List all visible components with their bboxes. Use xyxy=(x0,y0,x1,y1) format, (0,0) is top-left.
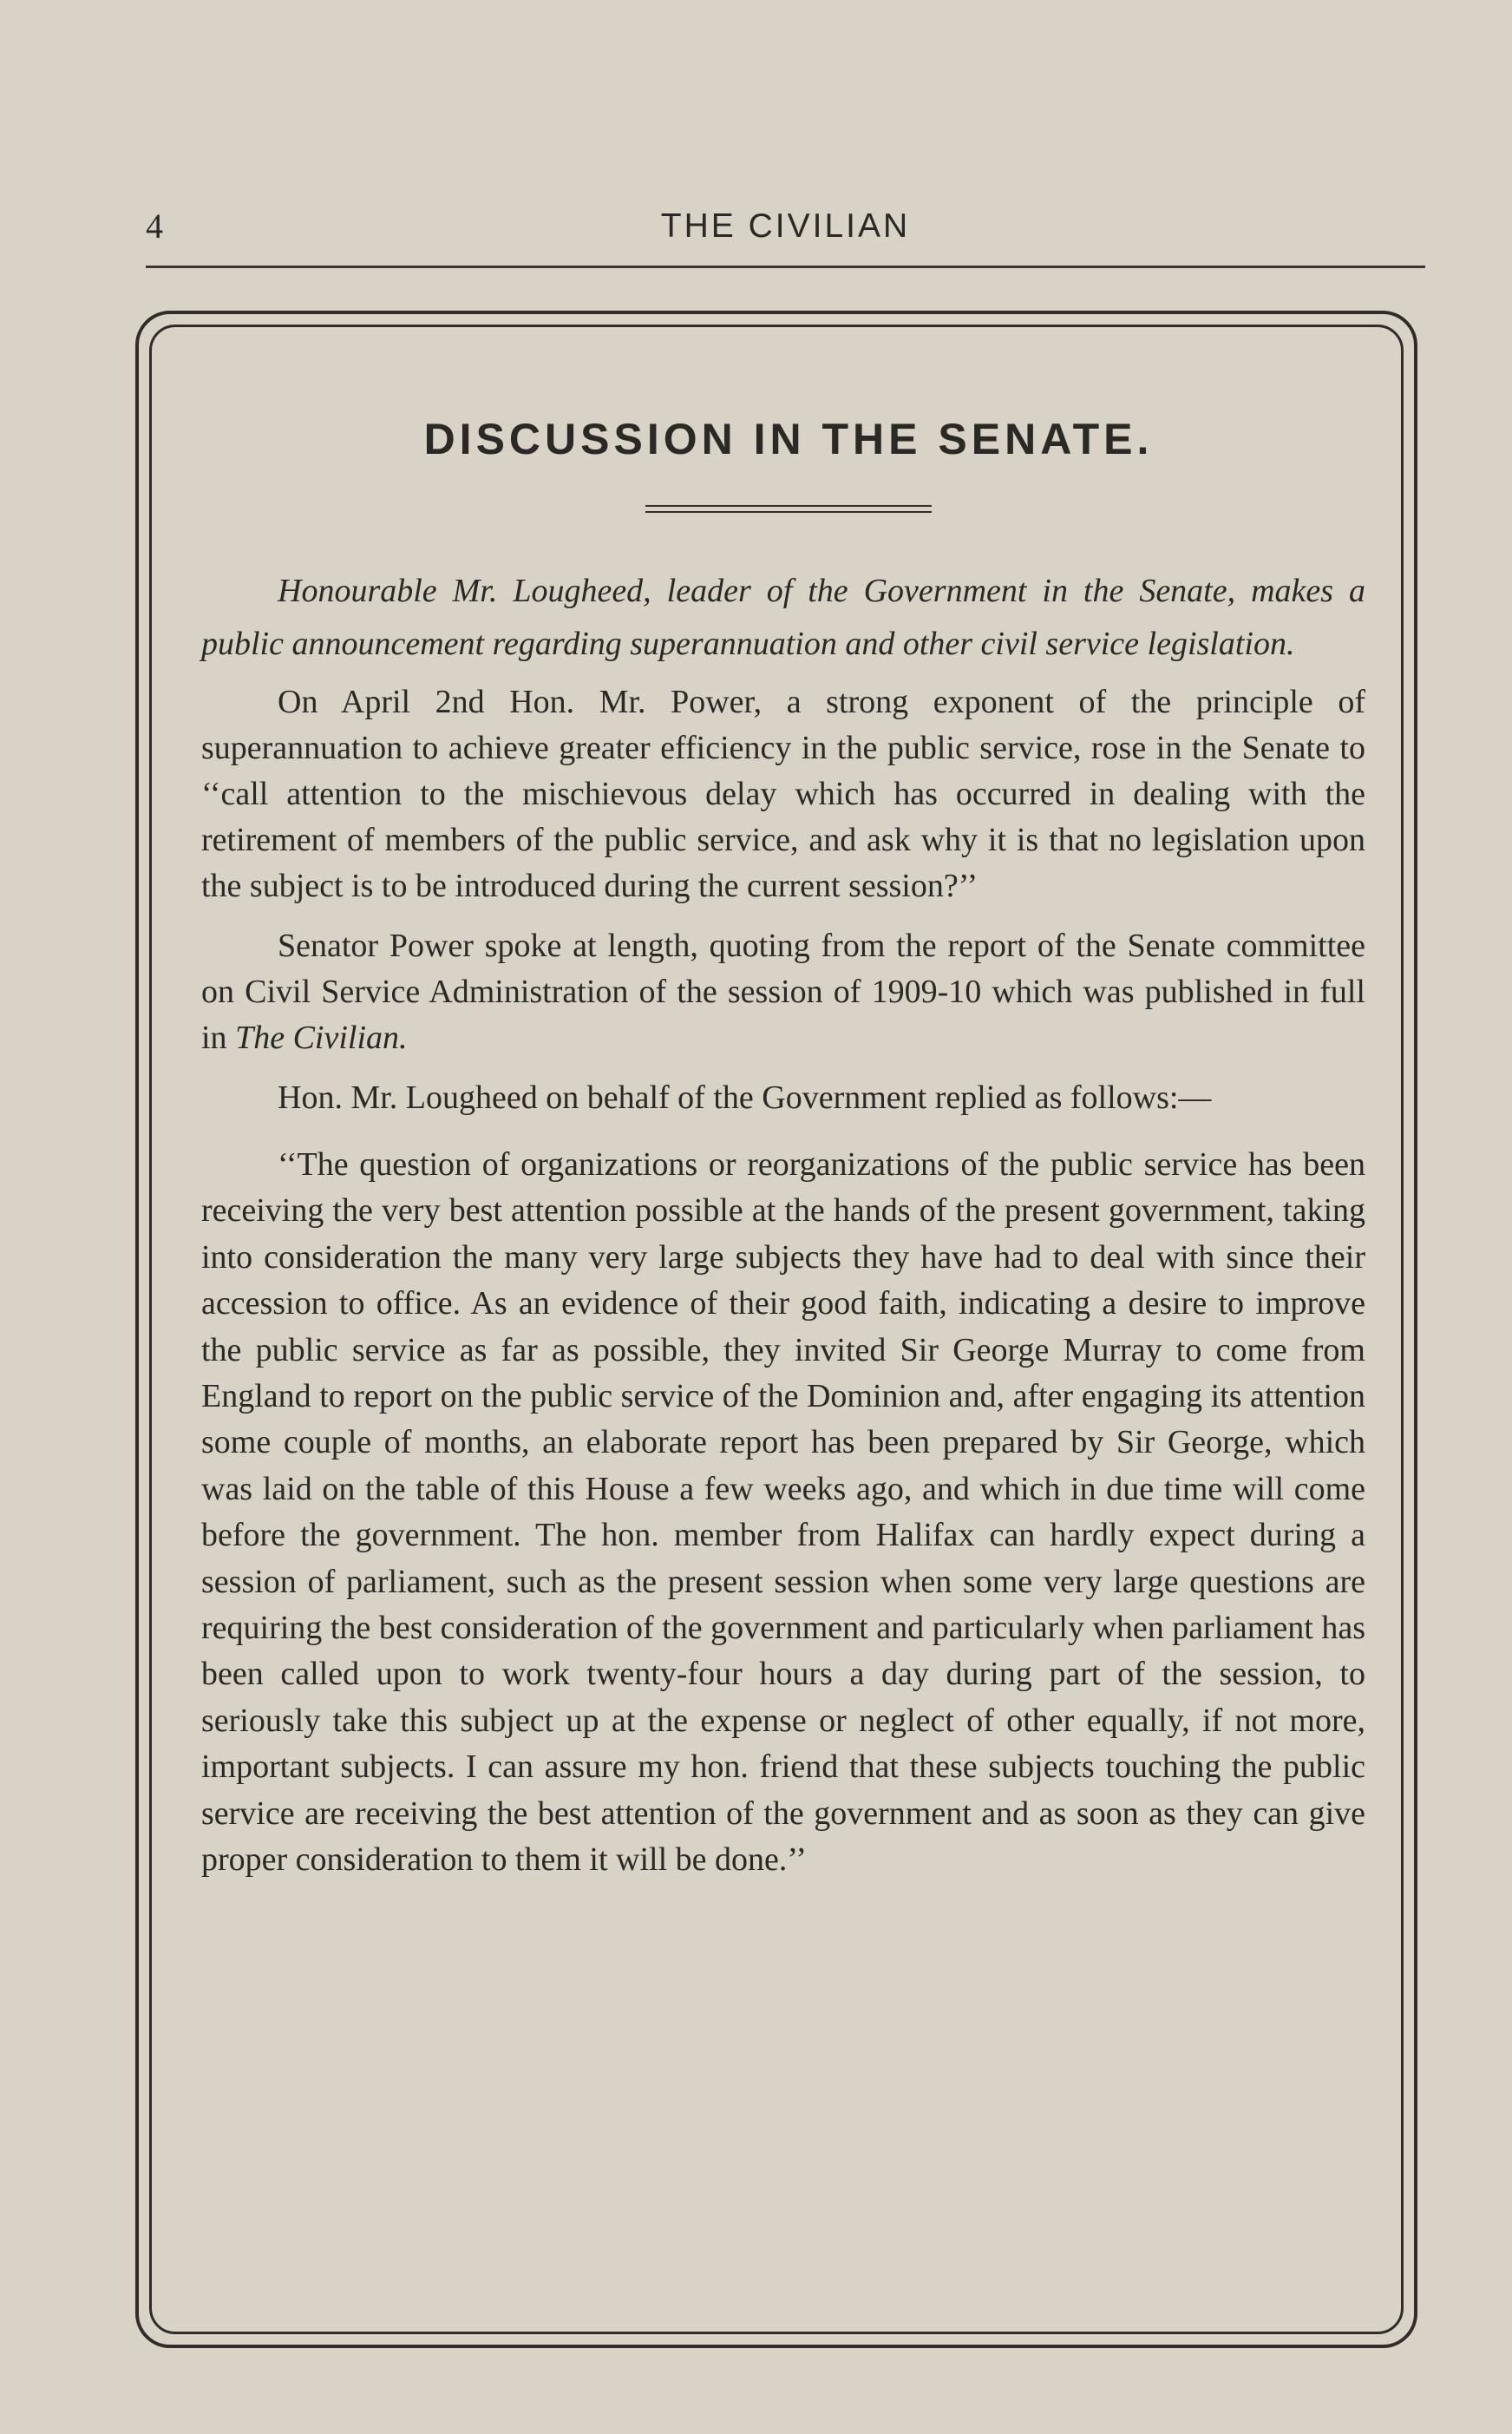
paragraph-power-question: On April 2nd Hon. Mr. Power, a strong exponent of the principle of superannuation to achieve greater efficiency in the public service, rose in the Senate to ‘‘call attention to the mischievous delay which has occurred in dealing with the retirement of members of the public service, and ask why it is that no legislation upon the subject is to be introduced during the current session?’’ xyxy=(201,684,1365,904)
quoted-reply: ‘‘The question of organizations or reorganizations of the public service has been receiving the very best attention possible at the hands of the present government, taking into consideration the many very large subjects they have had to deal with since their accession to office. As an evidence of their good faith, indicating a desire to improve the public service as far as possible, they invited Sir George Murray to come from England to report on the public service of the Dominion and, after engaging its attention some couple of months, an elaborate report has been prepared by Sir George, which was laid on the table of this House a few weeks ago, and which in due time will come before the government. The hon. member from Halifax can hardly expect during a session of parliament, such as the present session when some very large questions are requiring the best consideration of the government and particularly when parliament has been called upon to work twenty-four hours a day during part of the session, to seriously take this subject up at the expense or neglect of other equally, if not more, important subjects. I can assure my hon. friend that these subjects touching the public service are receiving the best attention of the government and as soon as they can give proper consideration to them it will be done.’’ xyxy=(201,1146,1365,1879)
page-number: 4 xyxy=(146,207,163,246)
article-lede: Honourable Mr. Lougheed, leader of the Government in the Senate, makes a public announcement regarding superannuation and other civil service legislation. xyxy=(201,573,1365,662)
paragraph-lougheed-reply: Hon. Mr. Lougheed on behalf of the Government replied as follows:— xyxy=(278,1079,1212,1116)
publication-name: The Civilian. xyxy=(235,1020,408,1056)
header-rule xyxy=(146,266,1425,268)
paragraph-committee-report-text: Senator Power spoke at length, quoting from the report of the Senate committee on Civil Service Administration of the session of 1909-10 which was published in full in xyxy=(201,928,1365,1056)
article-title: DISCUSSION IN THE SENATE. xyxy=(423,415,1154,463)
running-title: THE CIVILIAN xyxy=(660,207,911,245)
paragraph-committee-report xyxy=(201,923,1365,1061)
page-header xyxy=(146,205,1425,257)
title-double-rule xyxy=(645,505,932,513)
article xyxy=(201,399,1365,1884)
